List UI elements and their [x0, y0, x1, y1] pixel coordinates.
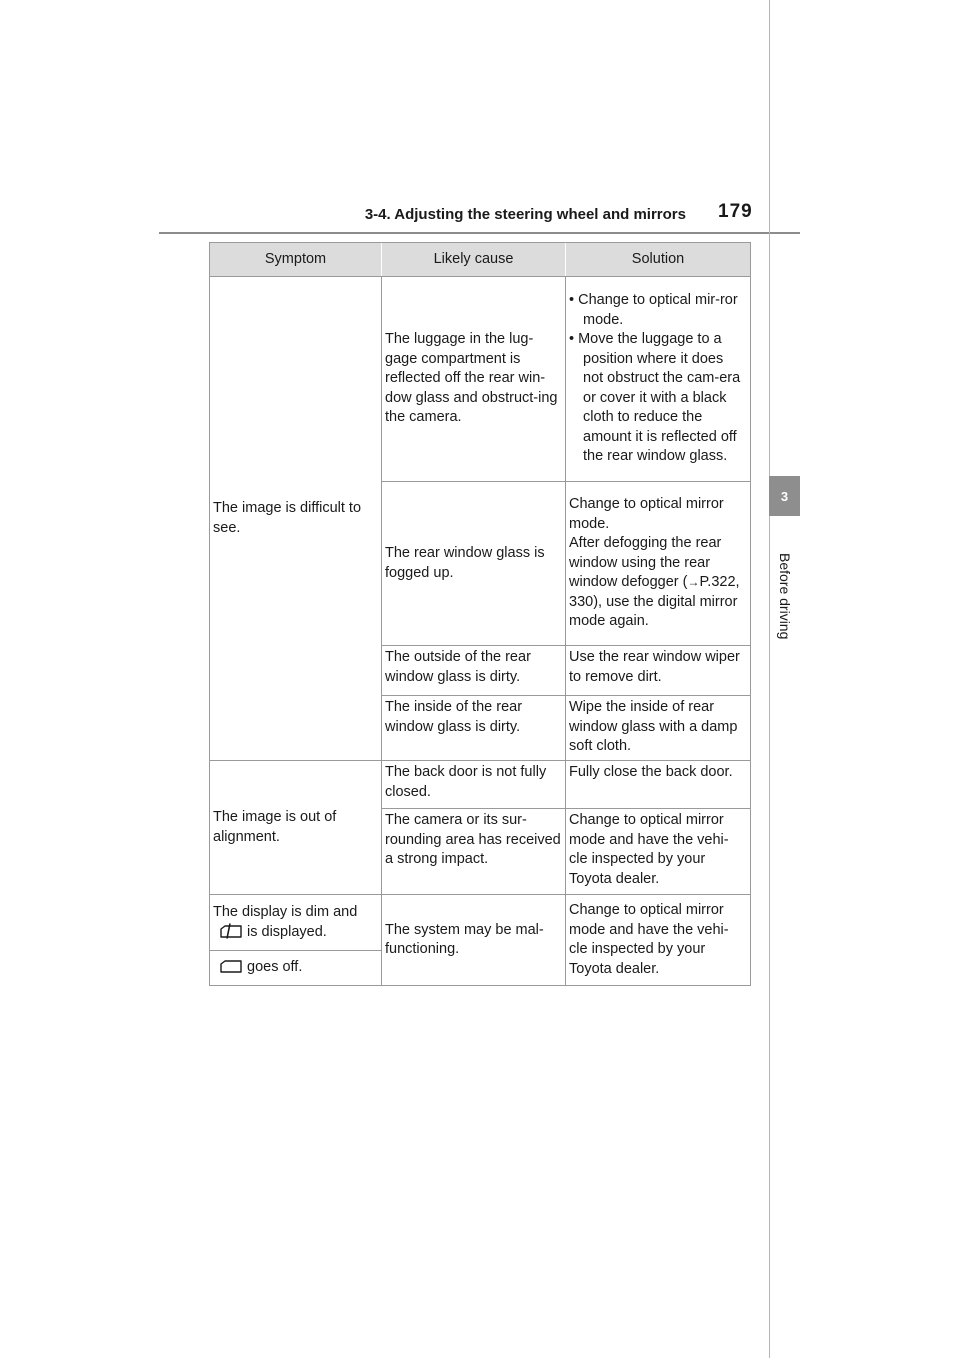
cause-cell: The camera or its sur-rounding area has received a strong impact. [382, 809, 566, 895]
table-row [210, 895, 751, 951]
solution-line: After defogging the rear window using the rear window defogger (→P.322, 330), use the digital mirror mode again. [569, 535, 740, 630]
cause-cell: The inside of the rear window glass is dirty. [382, 696, 566, 761]
symptom-cell: The image is out of alignment. [210, 761, 382, 895]
symptom-cell [210, 951, 382, 986]
page-reference[interactable]: P.322, 330), use the digital mirror mode again. [569, 574, 740, 630]
symptom-text: is displayed. [247, 923, 327, 940]
symptom-cell: The image is difficult to see. [210, 277, 382, 761]
solution-cell: Use the rear window wiper to remove dirt. [566, 646, 751, 696]
arrow-icon: → [687, 575, 700, 590]
cause-cell: The back door is not fully closed. [382, 761, 566, 809]
cause-cell: The luggage in the lug-gage compartment is reflected off the rear win-dow glass and obstruct-ing the camera. [382, 277, 566, 482]
solution-text: After defogging the rear window using the rear window defogger [569, 535, 722, 591]
cause-cell: The system may be mal-functioning. [382, 895, 566, 986]
symptom-cell [210, 895, 382, 951]
chapter-number: 3 [780, 488, 789, 504]
header-likely-cause: Likely cause [382, 243, 566, 277]
troubleshooting-table [209, 242, 751, 986]
chapter-tab [769, 476, 800, 516]
table-row [210, 277, 751, 482]
list-item: • Change to optical mir-ror mode. [569, 292, 738, 328]
chapter-label: Before driving [777, 553, 793, 640]
symptom-line [213, 923, 378, 943]
symptom-text: goes off. [247, 959, 303, 976]
solution-cell: Fully close the back door. [566, 761, 751, 809]
side-divider [769, 0, 770, 1358]
solution-cell [566, 482, 751, 646]
list-item: • Move the luggage to a position where it does not obstruct the cam-era or cover it with a black cloth to reduce the amount it is reflected off the rear window glass. [569, 331, 741, 465]
solution-cell: Wipe the inside of rear window glass with a damp soft cloth. [566, 696, 751, 761]
solution-line: Change to optical mirror mode. [569, 496, 724, 532]
mirror-icon [219, 958, 243, 974]
table-header-row [210, 243, 751, 277]
header-solution: Solution [566, 243, 751, 277]
symptom-line: The display is dim and [213, 904, 358, 920]
mirror-warning-icon [219, 923, 243, 939]
table-row [210, 761, 751, 809]
solution-cell: Change to optical mirror mode and have the vehi-cle inspected by your Toyota dealer. [566, 895, 751, 986]
header-symptom: Symptom [210, 243, 382, 277]
solution-list [569, 291, 747, 467]
header-rule [159, 232, 800, 234]
cause-cell: The outside of the rear window glass is dirty. [382, 646, 566, 696]
cause-cell: The rear window glass is fogged up. [382, 482, 566, 646]
solution-cell [566, 277, 751, 482]
section-title: 3-4. Adjusting the steering wheel and mirrors [364, 206, 686, 223]
solution-cell: Change to optical mirror mode and have the vehi-cle inspected by your Toyota dealer. [566, 809, 751, 895]
page-number: 179 [718, 201, 753, 222]
